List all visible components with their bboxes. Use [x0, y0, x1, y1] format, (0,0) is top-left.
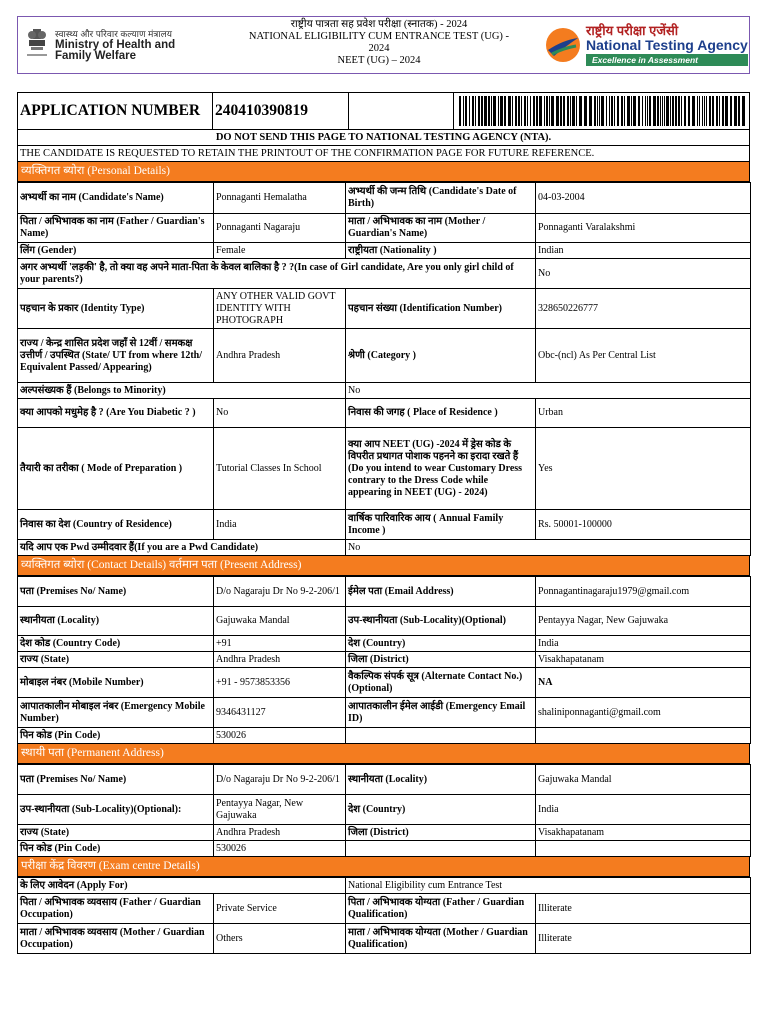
- application-number-value: 240410390819: [213, 93, 349, 129]
- field-label: राज्य (State): [18, 825, 214, 841]
- personal-details-table: [17, 182, 751, 556]
- locality: Gajuwaka Mandal: [214, 607, 346, 636]
- barcode: [454, 93, 749, 129]
- field-label: लिंग (Gender): [18, 243, 214, 259]
- field-label: जिला (District): [346, 652, 536, 668]
- exam-title-line3: NEET (UG) – 2024: [337, 55, 421, 66]
- field-label: अगर अभ्यर्थी 'लड़की' है, तो क्या वह अपने माता-पिता के केवल बालिका है ? ?(In case of Girl candidate, Are you only girl child of your parents?): [18, 259, 536, 289]
- nta-name: National Testing Agency: [586, 37, 748, 53]
- table-row: [18, 259, 751, 289]
- field-label: आपातकालीन ईमेल आईडी (Emergency Email ID): [346, 698, 536, 728]
- district: Visakhapatanam: [536, 652, 751, 668]
- field-label: तैयारी का तरीका ( Mode of Preparation ): [18, 428, 214, 510]
- empty-cell: [536, 841, 751, 857]
- table-row: [18, 765, 751, 795]
- table-row: [18, 510, 751, 540]
- ministry-name-line2: Family Welfare: [55, 49, 136, 62]
- country: India: [536, 795, 751, 825]
- field-label: माता / अभिभावक योग्यता (Mother / Guardian Qualification): [346, 924, 536, 954]
- section-exam-centre-details: परीक्षा केंद्र विवरण (Exam centre Details): [17, 857, 750, 877]
- state-12th: Andhra Pradesh: [214, 329, 346, 383]
- field-label: उप-स्थानीयता (Sub-Locality)(Optional): [346, 607, 536, 636]
- exam-title-line1: NATIONAL ELIGIBILITY CUM ENTRANCE TEST (UG) -: [248, 31, 510, 42]
- field-label: पिता / अभिभावक व्यवसाय (Father / Guardian Occupation): [18, 894, 214, 924]
- sub-locality: Pentayya Nagar, New Gajuwaka: [536, 607, 751, 636]
- field-label: पता (Premises No/ Name): [18, 765, 214, 795]
- notice-retain-printout: THE CANDIDATE IS REQUESTED TO RETAIN THE PRINTOUT OF THE CONFIRMATION PAGE FOR FUTURE REFERENCE.: [17, 146, 750, 162]
- table-row: [18, 894, 751, 924]
- table-row: [18, 383, 751, 399]
- premises: D/o Nagaraju Dr No 9-2-206/1: [214, 577, 346, 607]
- nta-block: [544, 17, 749, 73]
- locality: Gajuwaka Mandal: [536, 765, 751, 795]
- section-contact-details: व्यक्तिगत ब्योरा (Contact Details) वर्तमान पता (Present Address): [17, 556, 750, 576]
- father-qualification: Illiterate: [536, 894, 751, 924]
- application-number-row: [17, 92, 750, 130]
- field-label: माता / अभिभावक व्यवसाय (Mother / Guardian Occupation): [18, 924, 214, 954]
- field-label: अभ्यर्थी की जन्म तिथि (Candidate's Date of Birth): [346, 183, 536, 214]
- exam-title-line2: 2024: [368, 43, 390, 54]
- date-of-birth: 04-03-2004: [536, 183, 751, 214]
- table-row: [18, 728, 751, 744]
- field-label: राष्ट्रीयता (Nationality ): [346, 243, 536, 259]
- exam-title-hindi: राष्ट्रीय पात्रता सह प्रवेश परीक्षा (स्नातक) - 2024: [290, 19, 468, 30]
- pwd-candidate: No: [346, 540, 751, 556]
- table-row: [18, 577, 751, 607]
- field-label: वैकल्पिक संपर्क सूत्र (Alternate Contact No.) (Optional): [346, 668, 536, 698]
- table-row: [18, 924, 751, 954]
- permanent-address-table: [17, 764, 751, 857]
- state: Andhra Pradesh: [214, 825, 346, 841]
- exam-title: [214, 17, 544, 73]
- table-row: [18, 428, 751, 510]
- field-label: श्रेणी (Category ): [346, 329, 536, 383]
- category: Obc-(ncl) As Per Central List: [536, 329, 751, 383]
- nta-logo-icon: [544, 26, 582, 64]
- diabetic: No: [214, 399, 346, 428]
- country: India: [536, 636, 751, 652]
- ministry-block: [18, 17, 214, 73]
- annual-family-income: Rs. 50001-100000: [536, 510, 751, 540]
- section-permanent-address: स्थायी पता (Permanent Address): [17, 744, 750, 764]
- field-label: स्थानीयता (Locality): [18, 607, 214, 636]
- candidate-name: Ponnaganti Hemalatha: [214, 183, 346, 214]
- field-label: पिन कोड (Pin Code): [18, 841, 214, 857]
- field-label: निवास का देश (Country of Residence): [18, 510, 214, 540]
- table-row: [18, 329, 751, 383]
- customary-dress: Yes: [536, 428, 751, 510]
- exam-centre-table: [17, 877, 751, 954]
- apply-for: National Eligibility cum Entrance Test: [346, 878, 751, 894]
- table-row: [18, 636, 751, 652]
- table-row: [18, 841, 751, 857]
- emergency-mobile: 9346431127: [214, 698, 346, 728]
- field-label: ईमेल पता (Email Address): [346, 577, 536, 607]
- premises: D/o Nagaraju Dr No 9-2-206/1: [214, 765, 346, 795]
- table-row: [18, 540, 751, 556]
- mother-name: Ponnaganti Varalakshmi: [536, 214, 751, 243]
- field-label: क्या आपको मधुमेह है ? (Are You Diabetic ? ): [18, 399, 214, 428]
- field-label: क्या आप NEET (UG) -2024 में ड्रेस कोड के विपरीत प्रथागत पोशाक पहनने का इरादा रखते हैं (Do you intend to wear Customary Dress contrary to the Dress Code while appearing in NEET (UG) - 2024): [346, 428, 536, 510]
- field-label: मोबाइल नंबर (Mobile Number): [18, 668, 214, 698]
- empty-cell: [346, 728, 536, 744]
- district: Visakhapatanam: [536, 825, 751, 841]
- empty-cell: [536, 728, 751, 744]
- table-row: [18, 698, 751, 728]
- father-occupation: Private Service: [214, 894, 346, 924]
- field-label: माता / अभिभावक का नाम (Mother / Guardian's Name): [346, 214, 536, 243]
- field-label: पता (Premises No/ Name): [18, 577, 214, 607]
- field-label: वार्षिक पारिवारिक आय ( Annual Family Income ): [346, 510, 536, 540]
- field-label: देश (Country): [346, 636, 536, 652]
- notice-do-not-send: DO NOT SEND THIS PAGE TO NATIONAL TESTING AGENCY (NTA).: [17, 130, 750, 146]
- contact-details-table: [17, 576, 751, 744]
- table-row: [18, 607, 751, 636]
- blank-cell: [349, 93, 454, 129]
- table-row: [18, 214, 751, 243]
- nta-tagline: Excellence in Assessment: [586, 54, 748, 66]
- ministry-name-line1: Ministry of Health and: [55, 38, 176, 51]
- field-label: पहचान के प्रकार (Identity Type): [18, 289, 214, 329]
- mother-qualification: Illiterate: [536, 924, 751, 954]
- only-girl-child: No: [536, 259, 751, 289]
- field-label: देश (Country): [346, 795, 536, 825]
- field-label: निवास की जगह ( Place of Residence ): [346, 399, 536, 428]
- field-label: उप-स्थानीयता (Sub-Locality)(Optional):: [18, 795, 214, 825]
- barcode-icon: [457, 96, 747, 126]
- table-row: [18, 668, 751, 698]
- page-header: [17, 16, 750, 74]
- field-label: यदि आप एक Pwd उम्मीदवार हैं(If you are a Pwd Candidate): [18, 540, 346, 556]
- field-label: पिता / अभिभावक योग्यता (Father / Guardian Qualification): [346, 894, 536, 924]
- table-row: [18, 243, 751, 259]
- nationality: Indian: [536, 243, 751, 259]
- identity-type: ANY OTHER VALID GOVT IDENTITY WITH PHOTOGRAPH: [214, 289, 346, 329]
- confirmation-page: [17, 16, 750, 954]
- table-row: [18, 183, 751, 214]
- mobile-number: +91 - 9573853356: [214, 668, 346, 698]
- alternate-contact: NA: [536, 668, 751, 698]
- state: Andhra Pradesh: [214, 652, 346, 668]
- empty-cell: [346, 841, 536, 857]
- field-label: राज्य (State): [18, 652, 214, 668]
- field-label: अभ्यर्थी का नाम (Candidate's Name): [18, 183, 214, 214]
- field-label: पहचान संख्या (Identification Number): [346, 289, 536, 329]
- ministry-name-hindi: स्वास्थ्य और परिवार कल्याण मंत्रालय: [55, 28, 172, 39]
- field-label: जिला (District): [346, 825, 536, 841]
- application-number-label: APPLICATION NUMBER: [18, 93, 213, 129]
- field-label: आपातकालीन मोबाइल नंबर (Emergency Mobile Number): [18, 698, 214, 728]
- country-of-residence: India: [214, 510, 346, 540]
- nta-name-hindi: राष्ट्रीय परीक्षा एजेंसी: [586, 23, 679, 38]
- father-name: Ponnaganti Nagaraju: [214, 214, 346, 243]
- field-label: देश कोड (Country Code): [18, 636, 214, 652]
- field-label: के लिए आवेदन (Apply For): [18, 878, 346, 894]
- field-label: अल्पसंख्यक हैं (Belongs to Minority): [18, 383, 346, 399]
- field-label: स्थानीयता (Locality): [346, 765, 536, 795]
- table-row: [18, 795, 751, 825]
- field-label: पिता / अभिभावक का नाम (Father / Guardian's Name): [18, 214, 214, 243]
- country-code: +91: [214, 636, 346, 652]
- pin-code: 530026: [214, 728, 346, 744]
- field-label: पिन कोड (Pin Code): [18, 728, 214, 744]
- table-row: [18, 878, 751, 894]
- table-row: [18, 652, 751, 668]
- table-row: [18, 825, 751, 841]
- gender: Female: [214, 243, 346, 259]
- email-address: Ponnagantinagaraju1979@gmail.com: [536, 577, 751, 607]
- section-personal-details: व्यक्तिगत ब्योरा (Personal Details): [17, 162, 750, 182]
- pin-code: 530026: [214, 841, 346, 857]
- table-row: [18, 399, 751, 428]
- sub-locality: Pentayya Nagar, New Gajuwaka: [214, 795, 346, 825]
- identification-number: 328650226777: [536, 289, 751, 329]
- table-row: [18, 289, 751, 329]
- mother-occupation: Others: [214, 924, 346, 954]
- emergency-email: shaliniponnaganti@gmail.com: [536, 698, 751, 728]
- mode-of-preparation: Tutorial Classes In School: [214, 428, 346, 510]
- field-label: राज्य / केन्द्र शासित प्रदेश जहाँ से 12वीं / समकक्ष उत्तीर्ण / उपस्थित (State/ UT from where 12th/ Equivalent Passed/ Appearing): [18, 329, 214, 383]
- minority: No: [346, 383, 751, 399]
- place-of-residence: Urban: [536, 399, 751, 428]
- national-emblem-icon: [24, 27, 50, 63]
